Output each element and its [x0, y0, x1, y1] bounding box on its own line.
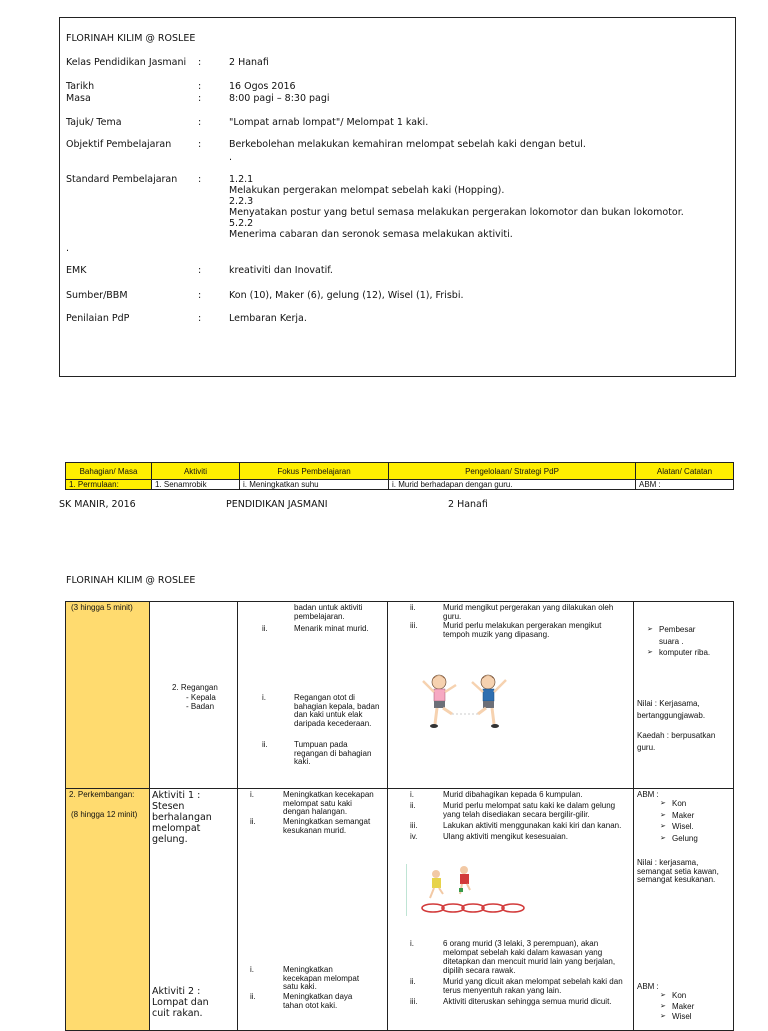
fokus1-ii-num: ii. — [250, 817, 256, 826]
field-label: Standard Pembelajaran — [66, 174, 178, 185]
regangan-label: 2. Regangan — [172, 683, 218, 692]
peng-iii: Murid perlu melakukan pergerakan mengikut tempoh muzik yang dipasang. — [443, 621, 602, 639]
field-label: Masa — [66, 93, 91, 104]
field-colon: : — [198, 93, 202, 104]
fokus2-ii: Meningkatkan daya tahan otot kaki. — [283, 992, 353, 1010]
cell-pengelolaan: i. Murid berhadapan dengan guru. — [389, 480, 636, 490]
abm2-label: ABM : — [637, 982, 659, 991]
list-item: ditetapkan dan mencuit murid lain yang berjalan, — [443, 957, 616, 966]
field-label: EMK — [66, 265, 87, 276]
list-item: 6 orang murid (3 lelaki, 3 perempuan), akan — [443, 939, 599, 948]
field-value: Menyatakan postur yang betul semasa melakukan pergerakan lokomotor dan bukan lokomotor. — [229, 207, 684, 218]
field-label: . — [66, 243, 70, 254]
field-value: 1.2.1 — [229, 174, 254, 185]
list-item-number: i. — [410, 939, 414, 948]
fokus-b-ii-num: ii. — [262, 740, 268, 749]
field-label: Kelas Pendidikan Jasmani — [66, 57, 187, 68]
r1-time: (3 hingga 5 minit) — [71, 603, 133, 612]
fokus2-i: Meningkatkan kecekapan melompat satu kaki. — [283, 965, 360, 992]
list-item: terus menyentuh rakan yang lain. — [443, 986, 562, 995]
footer-school: SK MANIR, 2016 — [59, 499, 136, 510]
nilai-r1: Nilai : Kerjasama, bertanggungjawab. — [637, 699, 706, 720]
page2-teacher-name: FLORINAH KILIM @ ROSLEE — [66, 575, 196, 586]
lesson-table — [65, 601, 734, 1031]
r2-time: (8 hingga 12 minit) — [71, 810, 138, 819]
list-item-number: i. — [410, 790, 414, 799]
col-fokus: Fokus Pembelajaran — [240, 463, 389, 480]
peng-iii-num: iii. — [410, 621, 418, 630]
cell-r1-aktiviti — [150, 602, 238, 789]
field-colon: : — [198, 117, 202, 128]
table-row — [66, 480, 734, 490]
footer-subject: PENDIDIKAN JASMANI — [226, 499, 328, 510]
children-hopping-illustration — [406, 672, 524, 730]
list-item-number: ii. — [410, 801, 416, 810]
table-row — [66, 789, 734, 1031]
cell-r1-pengelolaan — [388, 602, 634, 789]
hoop-station-illustration — [406, 862, 536, 918]
field-value: . — [229, 152, 233, 163]
cell-r2-alatan — [634, 789, 734, 1031]
teacher-name: FLORINAH KILIM @ ROSLEE — [66, 33, 196, 44]
peng-ii: Murid mengikut pergerakan yang dilakukan oleh guru. — [443, 603, 614, 621]
lesson-table-header — [65, 462, 734, 490]
list-item: yang telah disediakan secara bergilir-gilir. — [443, 810, 590, 819]
cell-r2-bahagian — [66, 789, 150, 1031]
field-colon: : — [198, 81, 202, 92]
cell-abm: ABM : — [636, 480, 734, 490]
cell-r2-pengelolaan — [388, 789, 634, 1031]
col-bahagian-masa: Bahagian/ Masa — [66, 463, 152, 480]
cell-senamrobik: 1. Senamrobik — [152, 480, 240, 490]
fokus-ii-num: ii. — [262, 624, 268, 633]
fokus-ii: Menarik minat murid. — [294, 624, 369, 633]
lesson-info-box — [59, 17, 736, 377]
list-item: Lakukan aktiviti menggunakan kaki kiri dan kanan. — [443, 821, 622, 830]
col-alatan: Alatan/ Catatan — [636, 463, 734, 480]
list-item: Ulang aktiviti mengikut kesesuaian. — [443, 832, 568, 841]
field-value: 8:00 pagi – 8:30 pagi — [229, 93, 330, 104]
peng-ii-num: ii. — [410, 603, 416, 612]
fokus1-ii: Meningkatkan semangat kesukanan murid. — [283, 817, 371, 835]
field-colon: : — [198, 313, 202, 324]
alatan-list: ➢ Pembesar suara . ➢ komputer riba. — [659, 626, 710, 658]
field-colon: : — [198, 265, 202, 276]
fokus2-i-num: i. — [250, 965, 254, 974]
list-item-number: ii. — [410, 977, 416, 986]
field-label: Tajuk/ Tema — [66, 117, 122, 128]
fokus-b-ii: Tumpuan pada regangan di bahagian kaki. — [294, 740, 372, 767]
cell-r1-bahagian — [66, 602, 150, 789]
fokus1-i: Meningkatkan kecekapan melompat satu kaki dengan halangan. — [283, 790, 374, 817]
fokus2-ii-num: ii. — [250, 992, 256, 1001]
cell-r1-fokus — [238, 602, 388, 789]
field-value: 2 Hanafi — [229, 57, 269, 68]
field-value: Berkebolehan melakukan kemahiran melompat sebelah kaki dengan betul. — [229, 139, 586, 150]
field-colon: : — [198, 57, 202, 68]
field-colon: : — [198, 290, 202, 301]
list-item: Aktiviti diteruskan sehingga semua murid dicuit. — [443, 997, 612, 1006]
field-value: "Lompat arnab lompat"/ Melompat 1 kaki. — [229, 117, 429, 128]
fokus-a: badan untuk aktiviti pembelajaran. — [294, 603, 363, 621]
col-pengelolaan: Pengelolaan/ Strategi PdP — [389, 463, 636, 480]
list-item: dipilih secara rawak. — [443, 966, 516, 975]
field-label: Objektif Pembelajaran — [66, 139, 172, 150]
field-colon: : — [198, 139, 202, 150]
field-value: Menerima cabaran dan seronok semasa melakukan aktiviti. — [229, 229, 513, 240]
field-label: Tarikh — [66, 81, 95, 92]
list-item-number: iii. — [410, 997, 418, 1006]
abm2-list: ➢ Kon ➢ Maker ➢ Wisel — [672, 992, 694, 1022]
aktiviti-1: Aktiviti 1 : Stesen berhalangan melompat gelung. — [152, 790, 212, 845]
list-item-number: iv. — [410, 832, 418, 841]
fokus-b-i-num: i. — [262, 693, 266, 702]
fokus-b-i: Regangan otot di bahagian kepala, badan dan kaki untuk elak daripada kecederaan. — [294, 693, 380, 728]
field-value: Melakukan pergerakan melompat sebelah kaki (Hopping). — [229, 185, 505, 196]
field-value: Lembaran Kerja. — [229, 313, 307, 324]
abm1-list: ➢ Kon ➢ Maker ➢ Wisel. ➢ Gelung — [672, 800, 698, 843]
list-item: melompat sebelah kaki dalam kawasan yang — [443, 948, 603, 957]
field-value: kreativiti dan Inovatif. — [229, 265, 333, 276]
col-aktiviti: Aktiviti — [152, 463, 240, 480]
cell-r2-fokus — [238, 789, 388, 1031]
field-label: Penilaian PdP — [66, 313, 130, 324]
cell-r1-alatan — [634, 602, 734, 789]
field-value: 2.2.3 — [229, 196, 254, 207]
field-value: 5.2.2 — [229, 218, 254, 229]
table-row — [66, 602, 734, 789]
cell-r2-aktiviti — [150, 789, 238, 1031]
cell-permulaan: 1. Permulaan: — [66, 480, 152, 490]
field-value: Kon (10), Maker (6), gelung (12), Wisel (1), Frisbi. — [229, 290, 464, 301]
kaedah-r1: Kaedah : berpusatkan guru. — [637, 731, 716, 752]
list-item: Murid yang dicuit akan melompat sebelah kaki dan — [443, 977, 623, 986]
field-label: Sumber/BBM — [66, 290, 128, 301]
regangan-kepala: - Kepala — [186, 693, 216, 702]
cell-fokus: i. Meningkatkan suhu — [240, 480, 389, 490]
list-item: Murid perlu melompat satu kaki ke dalam gelung — [443, 801, 616, 810]
perkembangan-label: 2. Perkembangan: — [69, 790, 135, 799]
field-colon: : — [198, 174, 202, 185]
aktiviti-2: Aktiviti 2 : Lompat dan cuit rakan. — [152, 986, 209, 1019]
nilai-r2: Nilai : kerjasama, semangat setia kawan, semangat kesukanan. — [637, 858, 719, 885]
fokus1-i-num: i. — [250, 790, 254, 799]
footer-class: 2 Hanafi — [448, 499, 488, 510]
abm1-label: ABM : — [637, 790, 659, 799]
regangan-badan: - Badan — [186, 702, 215, 711]
field-value: 16 Ogos 2016 — [229, 81, 296, 92]
list-item: Murid dibahagikan kepada 6 kumpulan. — [443, 790, 583, 799]
list-item-number: iii. — [410, 821, 418, 830]
